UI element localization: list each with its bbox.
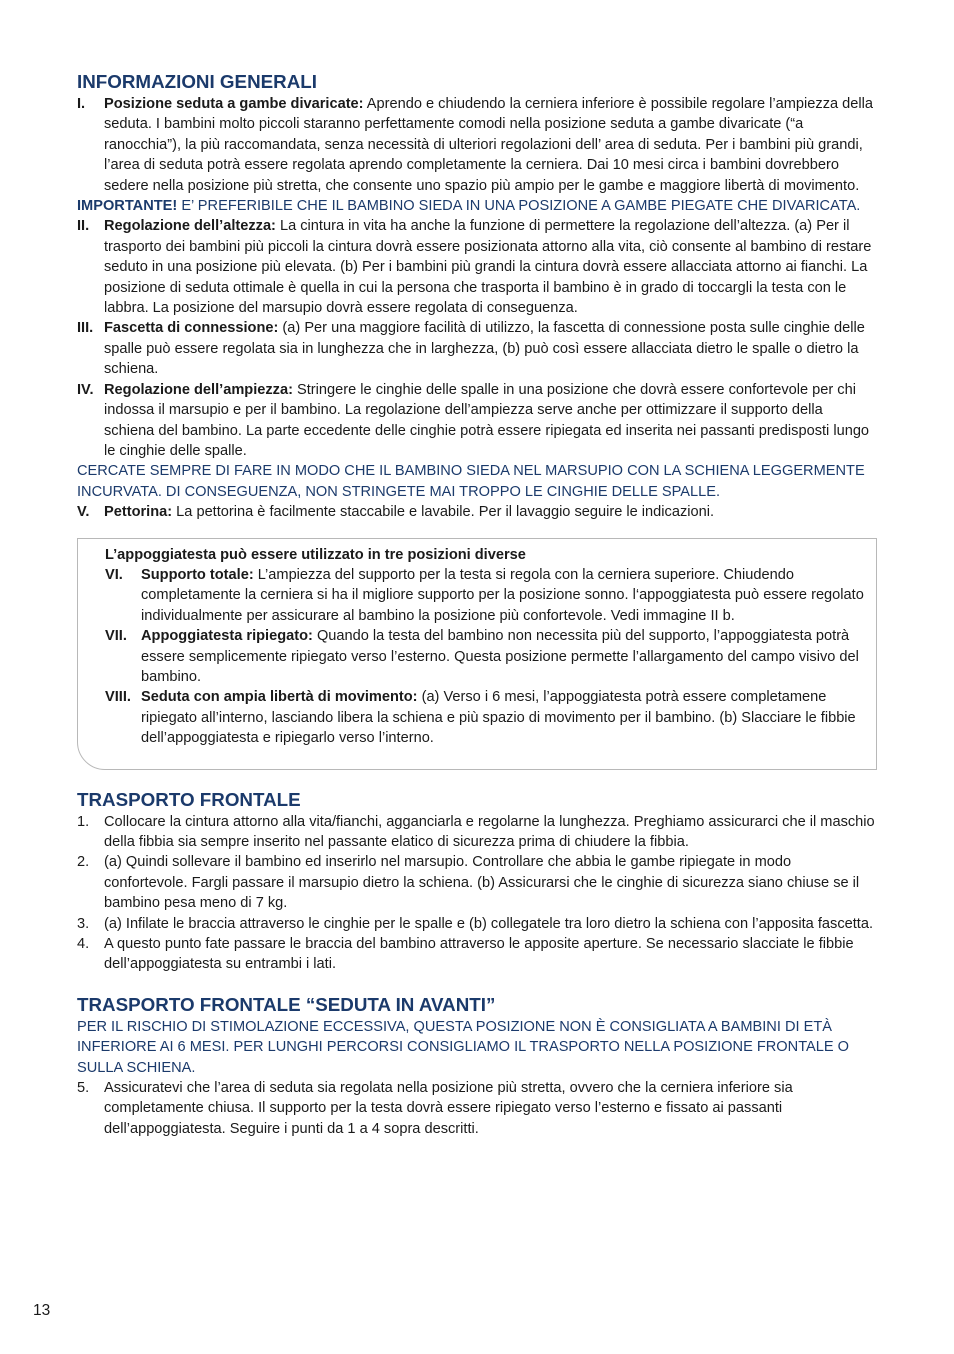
item-label: Appoggiatesta ripiegato: [141, 628, 313, 645]
section-title-informazioni-generali: INFORMAZIONI GENERALI [77, 71, 317, 92]
notice-text: CERCATE SEMPRE DI FARE IN MODO CHE IL BAMBINO SIEDA NEL MARSUPIO CON LA SCHIENA LEGGERMENTE INCURVATA. DI CONSEGUENZA, NON STRINGETE MAI TROPPO LE CINGHIE DELLE SPALLE. [77, 463, 865, 500]
step-number: 4. [77, 936, 90, 953]
step-number: 1. [77, 813, 90, 830]
step-1 [77, 812, 877, 853]
important-note [77, 196, 877, 216]
item-number: III. [77, 320, 94, 337]
list-item-3 [77, 318, 877, 379]
warning-text: PER IL RISCHIO DI STIMOLAZIONE ECCESSIVA, QUESTA POSIZIONE NON È CONSIGLIATA A BAMBINI DI ETÀ INFERIORE AI 6 MESI. PER LUNGHI PERCORSI CONSIGLIAMO IL TRASPORTO NELLA POSIZIONE FRONTALE O SULLA SCHIENA. [77, 1018, 850, 1076]
item-text: (a) Per una maggiore facilità di utilizzo, la fascetta di connessione posta sulle cinghie delle spalle può essere regolata sia in lunghezza che in larghezza, (b) può così essere allacciata dietro le spalle o dietro la schiena. [104, 320, 865, 378]
step-number: 5. [77, 1080, 90, 1097]
list-item-5 [77, 502, 877, 522]
step-text: A questo punto fate passare le braccia del bambino attraverso le apposite aperture. Se necessario slacciate le fibbie dell’appoggiatesta su entrambi i lati. [104, 936, 854, 973]
step-number: 2. [77, 854, 90, 871]
item-text: Quando la testa del bambino non necessita più del supporto, l’appoggiatesta potrà essere semplicemente ripiegato verso l’esterno. Questa posizione permette l’allargamento del campo visivo del bambino. [141, 628, 859, 685]
item-text: (a) Verso i 6 mesi, l’appoggiatesta potrà essere completamene ripiegato all’interno, lasciando libera la schiena e più spazio di movimento per il bambino. (b) Slacciare le fibbie dell’appoggiatesta e ripiegarlo verso l’interno. [141, 689, 856, 747]
item-label: Regolazione dell’altezza: [104, 218, 276, 235]
list-item-4 [77, 380, 877, 462]
item-number: VI. [105, 566, 123, 583]
item-label: Seduta con ampia libertà di movimento: [141, 689, 418, 706]
step-text: (a) Quindi sollevare il bambino ed inserirlo nel marsupio. Controllare che abbia le gambe ripiegate in modo confortevole. Fargli passare il marsupio dietro la schiena. (b) Assicurarsi che le cinghie di sicurezza siano chiuse se il bambino pesa meno di 7 kg. [104, 854, 860, 912]
section-title-trasporto-frontale: TRASPORTO FRONTALE [77, 788, 301, 810]
page-number: 13 [33, 1302, 51, 1319]
step-2 [77, 852, 877, 913]
list-item-1 [77, 94, 877, 196]
item-text: Stringere le cinghie delle spalle in una posizione che dovrà essere confortevole per chi indossa il marsupio e per il bambino. La regolazione dell’ampiezza serve anche per ottimizzare il supporto della schiena del bambino. La parte eccedente delle cinghie potrà essere ripiegata ed inserita nei passanti predisposti lungo le cinghie delle spalle. [104, 381, 870, 459]
item-text: Aprendo e chiudendo la cerniera inferiore è possibile regolare l’ampiezza della seduta. I bambini molto piccoli staranno perfettamente comodi nella posizione seduta a gambe divaricate (“a ranocchia”), la più raccomandata, senza necessità di ulteriori regolazioni dell’ area di seduta. Per i bambini più grandi, l’area di seduta potrà essere regolata aprendo completamente la cerniera. Dai 10 mesi circa i bambini dovrebbero sedere nella posizione più stretta, che consente uno spazio più ampio per le gambe e maggiore libertà di movimento. [104, 96, 874, 194]
step-5 [77, 1078, 877, 1139]
box-heading: L’appoggiatesta può essere utilizzato in tre posizioni diverse [105, 546, 526, 563]
important-text: E’ PREFERIBILE CHE IL BAMBINO SIEDA IN UNA POSIZIONE A GAMBE PIEGATE CHE DIVARICATA. [177, 198, 861, 215]
list-item-2 [77, 216, 877, 318]
item-number: V. [77, 504, 90, 521]
item-label: Pettorina: [104, 504, 173, 521]
step-text: Assicuratevi che l’area di seduta sia regolata nella posizione più stretta, ovvero che la cerniera inferiore sia completamente chiusa. Il supporto per la testa dovrà essere ripiegato verso l’esterno e fissato ai passanti dell’appoggiatesta. Seguire i punti da 1 a 4 sopra descritti. [104, 1080, 793, 1137]
step-3 [77, 914, 877, 934]
step-text: Collocare la cintura attorno alla vita/fianchi, agganciarla e regolarne la lunghezza. Preghiamo assicurarci che il maschio della fibbia sia sempre inserito nel passante elatico di sicurezza prima di chiudere la fibbia. [104, 813, 875, 850]
box-item-8 [105, 687, 868, 748]
section-title-seduta-in-avanti: TRASPORTO FRONTALE “SEDUTA IN AVANTI” [77, 993, 496, 1015]
item-label: Posizione seduta a gambe divaricate: [104, 96, 364, 112]
item-text: La pettorina è facilmente staccabile e lavabile. Per il lavaggio seguire le indicazioni. [172, 504, 715, 521]
step-text: (a) Infilate le braccia attraverso le cinghie per le spalle e (b) collegatele tra loro dietro la schiena con l’apposita fascetta. [104, 915, 874, 932]
item-text: L’ampiezza del supporto per la testa si regola con la cerniera superiore. Chiudendo completamente la cerniera si ha il migliore supporto per la posizione sonno. l‘appoggiatesta può essere regolato individualmente per assicurare al bambino la posizione più confortevole. Vedi immagine II b. [141, 566, 864, 624]
item-number: II. [77, 218, 90, 235]
spacer [77, 975, 877, 993]
item-label: Regolazione dell’ampiezza: [104, 381, 293, 398]
item-label: Supporto totale: [141, 566, 254, 583]
headrest-info-box [77, 538, 877, 770]
important-label: IMPORTANTE! [77, 198, 178, 215]
item-label: Fascetta di connessione: [104, 320, 279, 337]
item-number: IV. [77, 381, 94, 398]
box-item-6 [105, 565, 868, 626]
box-item-7 [105, 626, 868, 687]
step-4 [77, 934, 877, 975]
step-number: 3. [77, 915, 90, 932]
spacer [77, 770, 877, 788]
item-number: VIII. [105, 689, 131, 706]
item-number: VII. [105, 628, 127, 645]
page-content [77, 70, 877, 1139]
item-number: I. [77, 96, 86, 112]
item-text: La cintura in vita ha anche la funzione di permettere la regolazione dell’altezza. (a) Per il trasporto dei bambini più piccoli la cintura dovrà essere posizionata attorno alla vita, ciò consente al bambino di restare seduto in una posizione più elevata. (b) Per i bambini più grandi la cintura dovrà essere allacciata attorno ai fianchi. La posizione di seduta ottimale è quella in cui la persona che trasporta il bambino è in grado di toccargli la testa con le labbra. La posizione del marsupio dovrà essere regolata di conseguenza. [104, 218, 872, 317]
